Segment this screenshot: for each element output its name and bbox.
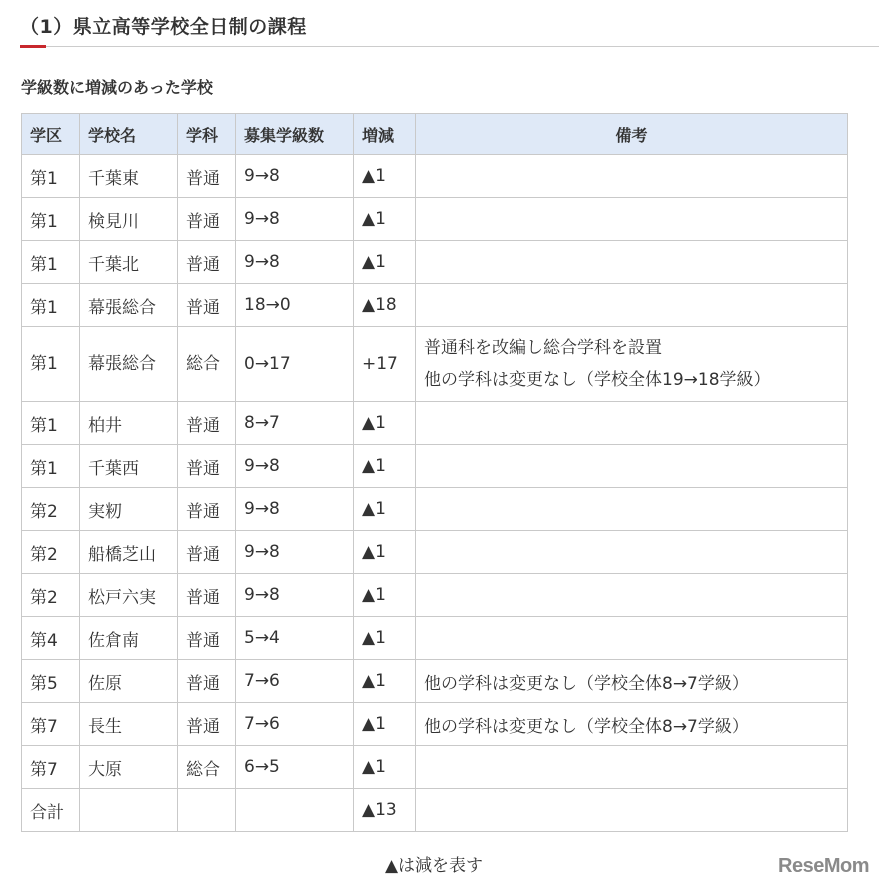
section-heading: （1）県立高等学校全日制の課程 (20, 16, 307, 38)
cell-change: ▲1 (354, 155, 416, 198)
cell-change: +17 (354, 327, 416, 402)
cell-change: ▲1 (354, 445, 416, 488)
cell-remarks (416, 402, 848, 445)
table-title: 学級数に増減のあった学校 (21, 78, 213, 97)
cell-change: ▲1 (354, 241, 416, 284)
table-row (22, 660, 848, 703)
cell-department (178, 789, 236, 832)
cell-district: 第5 (22, 660, 80, 703)
table-row (22, 445, 848, 488)
cell-department: 普通 (178, 660, 236, 703)
cell-remarks (416, 284, 848, 327)
cell-remarks (416, 617, 848, 660)
cell-school-name: 検見川 (80, 198, 178, 241)
cell-department: 普通 (178, 241, 236, 284)
cell-change: ▲13 (354, 789, 416, 832)
cell-remarks (416, 488, 848, 531)
cell-change: ▲1 (354, 660, 416, 703)
table-body (22, 155, 848, 832)
cell-department: 総合 (178, 327, 236, 402)
cell-class-count: 9→8 (236, 155, 354, 198)
cell-district: 第1 (22, 155, 80, 198)
cell-remarks: 普通科を改編し総合学科を設置 他の学科は変更なし（学校全体19→18学級） (416, 327, 848, 402)
cell-remarks (416, 241, 848, 284)
table-header-row (22, 114, 848, 155)
heading-accent-bar (20, 45, 46, 48)
cell-department: 普通 (178, 531, 236, 574)
cell-district: 第1 (22, 284, 80, 327)
cell-school-name: 千葉北 (80, 241, 178, 284)
table-row (22, 789, 848, 832)
cell-school-name: 佐倉南 (80, 617, 178, 660)
cell-department: 普通 (178, 488, 236, 531)
cell-class-count: 7→6 (236, 703, 354, 746)
table-row (22, 327, 848, 402)
cell-class-count: 7→6 (236, 660, 354, 703)
header-department: 学科 (178, 114, 236, 155)
table-row (22, 155, 848, 198)
cell-school-name: 大原 (80, 746, 178, 789)
resemom-logo: ReseMom (778, 855, 869, 877)
cell-department: 総合 (178, 746, 236, 789)
cell-change: ▲18 (354, 284, 416, 327)
cell-department: 普通 (178, 402, 236, 445)
cell-change: ▲1 (354, 198, 416, 241)
table-row (22, 617, 848, 660)
cell-school-name: 長生 (80, 703, 178, 746)
cell-department: 普通 (178, 703, 236, 746)
cell-department: 普通 (178, 617, 236, 660)
cell-remarks (416, 198, 848, 241)
cell-district: 第1 (22, 241, 80, 284)
cell-department: 普通 (178, 155, 236, 198)
cell-remarks: 他の学科は変更なし（学校全体8→7学級） (416, 660, 848, 703)
cell-school-name (80, 789, 178, 832)
table-row (22, 284, 848, 327)
cell-class-count: 9→8 (236, 531, 354, 574)
cell-change: ▲1 (354, 703, 416, 746)
table-row (22, 488, 848, 531)
cell-class-count: 9→8 (236, 198, 354, 241)
cell-school-name: 幕張総合 (80, 327, 178, 402)
cell-class-count: 9→8 (236, 445, 354, 488)
cell-remarks (416, 155, 848, 198)
cell-district: 第2 (22, 488, 80, 531)
class-change-table (21, 113, 848, 832)
cell-remarks (416, 746, 848, 789)
header-school-name: 学校名 (80, 114, 178, 155)
cell-district: 合計 (22, 789, 80, 832)
cell-class-count: 9→8 (236, 241, 354, 284)
cell-remarks (416, 789, 848, 832)
header-change: 増減 (354, 114, 416, 155)
header-district: 学区 (22, 114, 80, 155)
cell-class-count: 18→0 (236, 284, 354, 327)
cell-district: 第1 (22, 402, 80, 445)
cell-department: 普通 (178, 574, 236, 617)
heading-divider (20, 46, 879, 47)
cell-remarks (416, 445, 848, 488)
cell-school-name: 柏井 (80, 402, 178, 445)
header-remarks: 備考 (416, 114, 848, 155)
cell-school-name: 佐原 (80, 660, 178, 703)
cell-school-name: 実籾 (80, 488, 178, 531)
cell-change: ▲1 (354, 531, 416, 574)
table-row (22, 703, 848, 746)
cell-class-count: 9→8 (236, 488, 354, 531)
table-row (22, 746, 848, 789)
cell-remarks (416, 531, 848, 574)
table-row (22, 198, 848, 241)
cell-remarks: 他の学科は変更なし（学校全体8→7学級） (416, 703, 848, 746)
cell-school-name: 幕張総合 (80, 284, 178, 327)
cell-change: ▲1 (354, 402, 416, 445)
cell-class-count: 5→4 (236, 617, 354, 660)
cell-class-count: 8→7 (236, 402, 354, 445)
cell-change: ▲1 (354, 574, 416, 617)
cell-district: 第2 (22, 574, 80, 617)
cell-department: 普通 (178, 198, 236, 241)
table-row (22, 574, 848, 617)
cell-change: ▲1 (354, 617, 416, 660)
table-row (22, 402, 848, 445)
cell-school-name: 千葉西 (80, 445, 178, 488)
cell-department: 普通 (178, 445, 236, 488)
cell-class-count: 9→8 (236, 574, 354, 617)
cell-district: 第4 (22, 617, 80, 660)
cell-district: 第7 (22, 703, 80, 746)
cell-change: ▲1 (354, 746, 416, 789)
cell-district: 第7 (22, 746, 80, 789)
table-row (22, 531, 848, 574)
cell-class-count (236, 789, 354, 832)
cell-district: 第1 (22, 327, 80, 402)
cell-school-name: 船橋芝山 (80, 531, 178, 574)
cell-district: 第1 (22, 445, 80, 488)
cell-class-count: 6→5 (236, 746, 354, 789)
table-row (22, 241, 848, 284)
cell-district: 第2 (22, 531, 80, 574)
header-class-count: 募集学級数 (236, 114, 354, 155)
cell-school-name: 松戸六実 (80, 574, 178, 617)
cell-remarks (416, 574, 848, 617)
cell-district: 第1 (22, 198, 80, 241)
cell-class-count: 0→17 (236, 327, 354, 402)
cell-department: 普通 (178, 284, 236, 327)
footnote: ▲は減を表す (384, 856, 484, 876)
cell-change: ▲1 (354, 488, 416, 531)
cell-school-name: 千葉東 (80, 155, 178, 198)
